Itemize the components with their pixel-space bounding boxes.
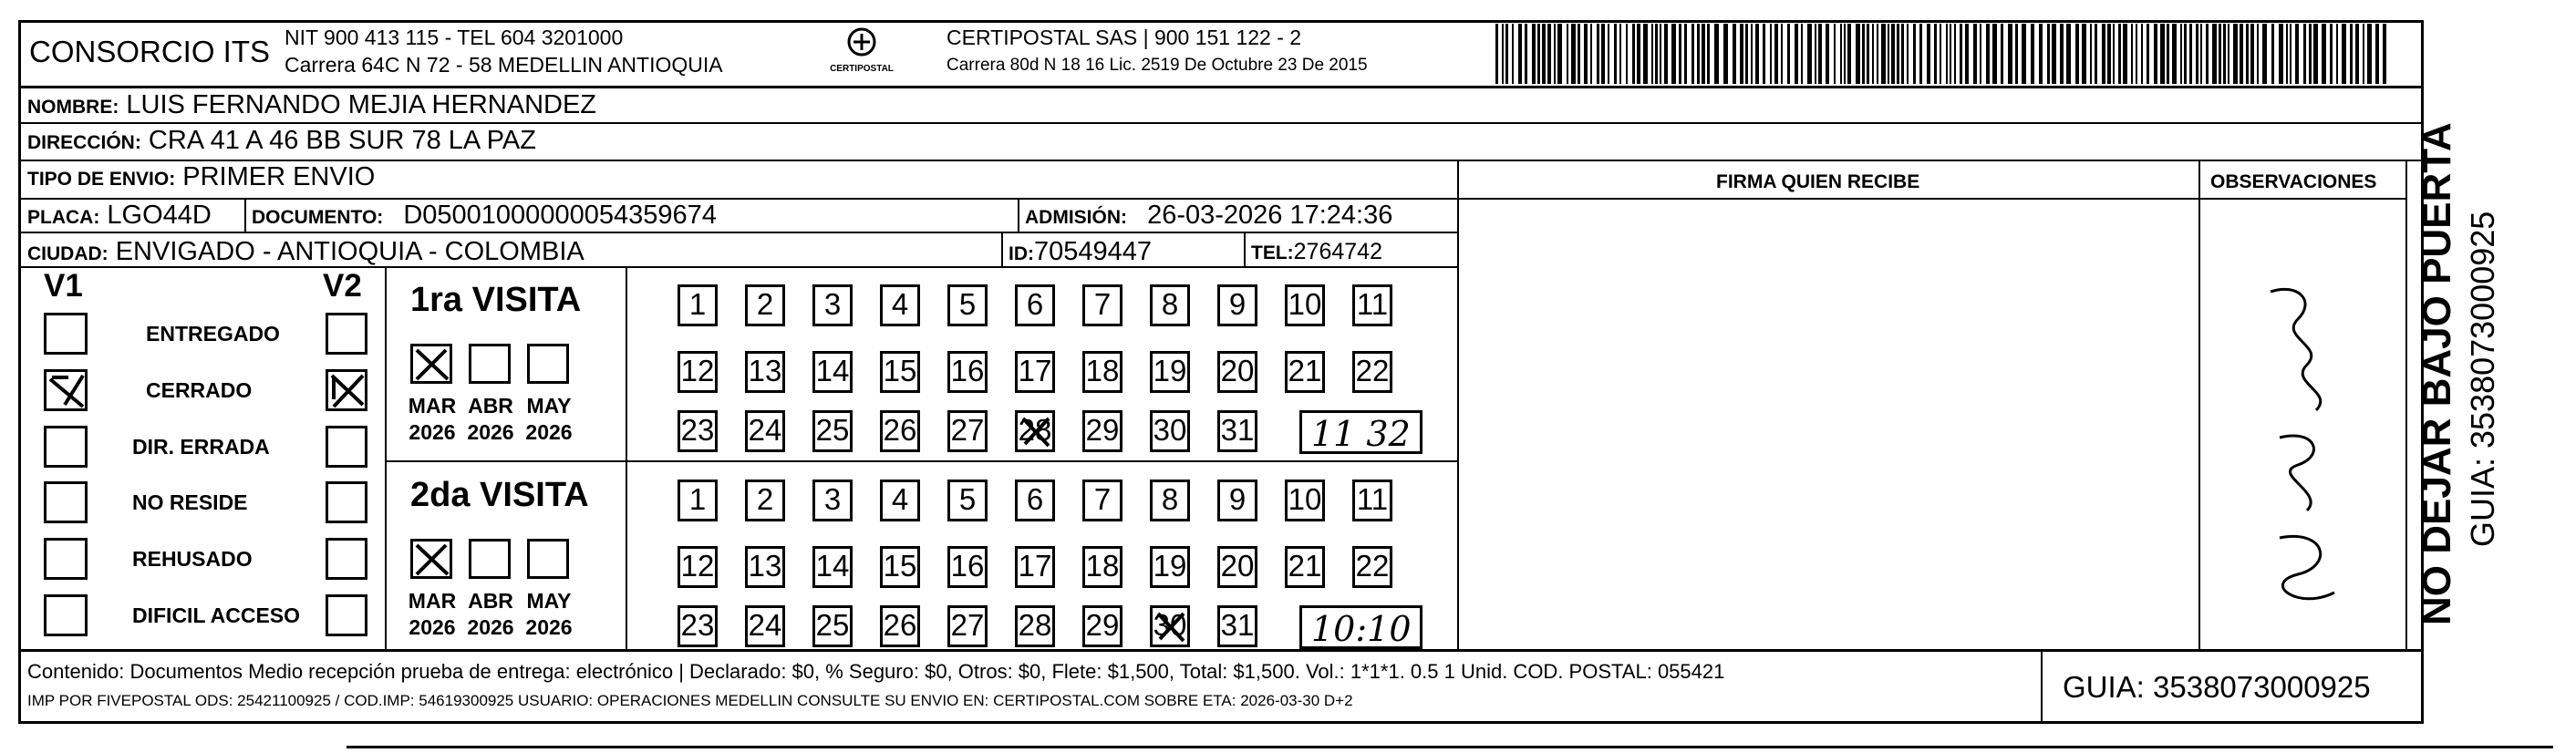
day-box[interactable] xyxy=(880,605,920,647)
day-number: 13 xyxy=(748,354,782,387)
v1-checkbox[interactable] xyxy=(44,369,88,411)
day-number: 20 xyxy=(1220,549,1255,583)
check-mark-icon xyxy=(413,542,451,578)
day-number: 22 xyxy=(1355,354,1390,387)
visit-month-checkbox[interactable] xyxy=(469,344,511,384)
day-number: 17 xyxy=(1018,354,1052,387)
day-box[interactable] xyxy=(1082,351,1122,393)
direccion-value: CRA 41 A 46 BB SUR 78 LA PAZ xyxy=(148,126,536,155)
day-box[interactable] xyxy=(678,410,718,452)
day-box[interactable] xyxy=(1150,351,1190,393)
nombre-value: LUIS FERNANDO MEJIA HERNANDEZ xyxy=(126,90,597,119)
day-box[interactable] xyxy=(1015,284,1055,326)
id-label: ID: xyxy=(1009,243,1034,264)
day-box[interactable] xyxy=(947,605,988,647)
day-box[interactable] xyxy=(1217,351,1257,393)
carrier-address: Carrera 80d N 18 16 Lic. 2519 De Octubre 23 De 2015 xyxy=(947,56,1368,75)
visit-month-checkbox[interactable] xyxy=(527,539,569,579)
firma-header: FIRMA QUIEN RECIBE xyxy=(1716,171,1920,192)
visit-time-value: 10:10 xyxy=(1311,609,1412,649)
day-box[interactable] xyxy=(678,605,718,647)
day-box[interactable] xyxy=(1082,284,1122,326)
id-value: 70549447 xyxy=(1034,237,1153,266)
visit-year-label: 2026 xyxy=(467,615,514,639)
placa-label: PLACA: xyxy=(27,207,100,228)
day-box[interactable] xyxy=(1285,546,1325,588)
day-number: 31 xyxy=(1220,608,1255,642)
day-box[interactable] xyxy=(880,284,920,326)
day-number: 4 xyxy=(891,287,909,321)
signature-mark xyxy=(2243,273,2371,620)
day-number: 28 xyxy=(1018,608,1052,642)
day-number: 2 xyxy=(756,482,774,516)
day-number: 3 xyxy=(823,287,842,321)
day-number: 19 xyxy=(1153,549,1187,583)
day-number: 16 xyxy=(950,549,985,583)
day-number: 23 xyxy=(680,608,715,642)
day-number: 26 xyxy=(883,413,917,447)
day-box[interactable] xyxy=(745,546,785,588)
placa-value: LGO44D xyxy=(107,201,212,230)
status-option-label: ENTREGADO xyxy=(146,322,280,346)
day-number: 7 xyxy=(1093,482,1112,516)
day-box[interactable] xyxy=(1150,605,1190,647)
admision-value: 26-03-2026 17:24:36 xyxy=(1147,201,1393,230)
day-number: 21 xyxy=(1288,354,1322,387)
day-box[interactable] xyxy=(745,284,785,326)
day-box[interactable] xyxy=(812,605,853,647)
company-nit: NIT 900 413 115 - TEL 604 3201000 xyxy=(284,26,624,49)
visit-title: 2da VISITA xyxy=(410,476,589,514)
day-number: 6 xyxy=(1026,287,1044,321)
day-number: 8 xyxy=(1161,482,1179,516)
tel-label: TEL: xyxy=(1251,242,1294,263)
day-box[interactable] xyxy=(1082,410,1122,452)
day-number: 24 xyxy=(748,608,782,642)
status-option-label: CERRADO xyxy=(146,378,253,402)
visit-month-checkbox[interactable] xyxy=(410,539,452,579)
visit-month-checkbox[interactable] xyxy=(527,344,569,384)
direccion-label: DIRECCIÓN: xyxy=(27,132,141,153)
side-column-border xyxy=(2405,160,2407,649)
day-box[interactable] xyxy=(745,480,785,521)
day-box[interactable] xyxy=(1352,480,1392,521)
signature-left-border xyxy=(1457,160,1459,649)
day-number: 2 xyxy=(756,287,774,321)
v2-checkbox[interactable] xyxy=(326,369,367,411)
observaciones-left-border xyxy=(2198,160,2200,649)
company-name: CONSORCIO ITS xyxy=(29,35,271,68)
v1-header: V1 xyxy=(44,268,83,304)
day-box[interactable] xyxy=(1352,284,1392,326)
v1-checkbox[interactable] xyxy=(44,594,88,636)
documento-label: DOCUMENTO: xyxy=(252,207,384,228)
day-number: 6 xyxy=(1026,482,1044,516)
day-box[interactable] xyxy=(947,410,988,452)
day-box[interactable] xyxy=(947,480,988,521)
check-mark-icon xyxy=(328,372,367,410)
tel-value: 2764742 xyxy=(1293,239,1382,264)
documento-value: D05001000000054359674 xyxy=(403,201,717,230)
side-warning: NO DEJAR BAJO PUERTA xyxy=(2415,122,2459,625)
day-number: 23 xyxy=(680,413,715,447)
check-mark-icon xyxy=(47,372,87,410)
day-number: 15 xyxy=(883,354,917,387)
visit-month-label: MAY xyxy=(526,394,572,418)
day-number: 5 xyxy=(958,482,977,516)
v2-checkbox[interactable] xyxy=(326,313,367,355)
day-number: 31 xyxy=(1220,413,1255,447)
day-number: 14 xyxy=(815,354,850,387)
observaciones-header: OBSERVACIONES xyxy=(2210,171,2377,192)
day-number: 18 xyxy=(1085,354,1120,387)
day-number: 10 xyxy=(1288,287,1322,321)
status-option-label: REHUSADO xyxy=(132,547,253,571)
day-box[interactable] xyxy=(880,410,920,452)
visit-title: 1ra VISITA xyxy=(410,281,582,319)
footer-contents: Contenido: Documentos Medio recepción prueba de entrega: electrónico | Declarado: $0, % Seguro: $0, Otros: $0, Flete: $1,500, Total: $1,500. Vol.: 1*1*1. 0.5 1 Unid. COD. POSTAL: 055421 xyxy=(27,660,1725,683)
day-number: 11 xyxy=(1356,287,1389,321)
day-number: 21 xyxy=(1288,549,1322,583)
v2-checkbox[interactable] xyxy=(326,481,367,523)
day-number: 25 xyxy=(815,413,850,447)
day-box[interactable] xyxy=(1015,410,1055,452)
day-number: 29 xyxy=(1085,413,1120,447)
day-number: 1 xyxy=(688,482,707,516)
day-number: 20 xyxy=(1220,354,1255,387)
day-number: 14 xyxy=(815,549,850,583)
header-divider xyxy=(18,86,2424,88)
visit-time-box[interactable] xyxy=(1299,410,1422,454)
day-number: 17 xyxy=(1018,549,1052,583)
nombre-label: NOMBRE: xyxy=(27,97,119,118)
barcode xyxy=(1495,24,2389,84)
day-number: 12 xyxy=(680,354,715,387)
logo-caption: CERTIPOSTAL xyxy=(830,64,894,74)
day-number: 18 xyxy=(1085,549,1120,583)
day-number: 10 xyxy=(1288,482,1322,516)
day-box[interactable] xyxy=(1217,605,1257,647)
day-box[interactable] xyxy=(1015,605,1055,647)
day-number: 27 xyxy=(950,608,985,642)
day-box[interactable] xyxy=(947,284,988,326)
day-box[interactable] xyxy=(1285,284,1325,326)
day-number: 29 xyxy=(1085,608,1120,642)
visit-month-checkbox[interactable] xyxy=(410,344,452,384)
day-box[interactable] xyxy=(812,410,853,452)
day-number: 5 xyxy=(958,287,977,321)
v1-checkbox[interactable] xyxy=(44,313,88,355)
day-box[interactable] xyxy=(1217,546,1257,588)
day-number: 22 xyxy=(1355,549,1390,583)
day-box[interactable] xyxy=(745,351,785,393)
day-box[interactable] xyxy=(1082,480,1122,521)
day-number: 24 xyxy=(748,413,782,447)
day-box[interactable] xyxy=(880,480,920,521)
visit-month-label: MAR xyxy=(408,589,457,613)
day-number: 12 xyxy=(680,549,715,583)
day-box[interactable] xyxy=(880,546,920,588)
day-box[interactable] xyxy=(1150,546,1190,588)
day-box[interactable] xyxy=(678,351,718,393)
day-box[interactable] xyxy=(745,605,785,647)
day-box[interactable] xyxy=(1015,351,1055,393)
cut-line xyxy=(347,746,2553,748)
company-address: Carrera 64C N 72 - 58 MEDELLIN ANTIOQUIA xyxy=(284,53,723,77)
day-number: 13 xyxy=(748,549,782,583)
day-box[interactable] xyxy=(1352,546,1392,588)
ciudad-value: ENVIGADO - ANTIOQUIA - COLOMBIA xyxy=(115,237,585,266)
certipostal-logo-icon xyxy=(825,26,898,77)
visit-year-label: 2026 xyxy=(409,420,456,444)
day-number: 26 xyxy=(883,608,917,642)
status-option-label: NO RESIDE xyxy=(132,490,248,514)
day-box[interactable] xyxy=(1352,351,1392,393)
status-option-label: DIR. ERRADA xyxy=(132,435,270,459)
tipo-envio-value: PRIMER ENVIO xyxy=(182,162,376,191)
day-box[interactable] xyxy=(812,284,853,326)
day-number: 30 xyxy=(1153,608,1187,642)
day-box[interactable] xyxy=(1082,546,1122,588)
day-number: 15 xyxy=(883,549,917,583)
day-box[interactable] xyxy=(812,351,853,393)
visit-year-label: 2026 xyxy=(525,420,573,444)
day-box[interactable] xyxy=(1217,480,1257,521)
day-box[interactable] xyxy=(1150,480,1190,521)
day-box[interactable] xyxy=(947,351,988,393)
day-number: 9 xyxy=(1228,287,1247,321)
visit-year-label: 2026 xyxy=(467,420,514,444)
day-box[interactable] xyxy=(1015,480,1055,521)
side-guia: GUIA: 3538073000925 xyxy=(2464,211,2501,547)
day-number: 7 xyxy=(1093,287,1112,321)
visit-month-checkbox[interactable] xyxy=(469,539,511,579)
v1-checkbox[interactable] xyxy=(44,481,88,523)
day-box[interactable] xyxy=(678,546,718,588)
day-box[interactable] xyxy=(947,546,988,588)
day-number: 28 xyxy=(1018,413,1052,447)
check-mark-icon xyxy=(413,346,451,383)
day-number: 27 xyxy=(950,413,985,447)
day-number: 30 xyxy=(1153,413,1187,447)
day-box[interactable] xyxy=(1150,410,1190,452)
day-number: 19 xyxy=(1153,354,1187,387)
day-box[interactable] xyxy=(1015,546,1055,588)
visit-month-label: ABR xyxy=(468,394,513,418)
day-number: 3 xyxy=(823,482,842,516)
day-box[interactable] xyxy=(745,410,785,452)
day-box[interactable] xyxy=(678,284,718,326)
day-number: 25 xyxy=(815,608,850,642)
day-box[interactable] xyxy=(1217,410,1257,452)
footer-guia: GUIA: 3538073000925 xyxy=(2063,670,2371,704)
day-box[interactable] xyxy=(1285,480,1325,521)
v2-checkbox[interactable] xyxy=(326,538,367,580)
carrier-name: CERTIPOSTAL SAS | 900 151 122 - 2 xyxy=(947,26,1302,49)
visit-time-value: 11 32 xyxy=(1311,414,1411,454)
v1-checkbox[interactable] xyxy=(44,426,88,468)
day-number: 9 xyxy=(1228,482,1247,516)
day-box[interactable] xyxy=(678,480,718,521)
v2-header: V2 xyxy=(323,268,362,304)
visit-month-label: ABR xyxy=(468,589,513,613)
day-box[interactable] xyxy=(880,351,920,393)
v1-checkbox[interactable] xyxy=(44,538,88,580)
visit-year-label: 2026 xyxy=(525,615,573,639)
day-number: 4 xyxy=(891,482,909,516)
day-number: 8 xyxy=(1161,287,1179,321)
day-box[interactable] xyxy=(812,480,853,521)
day-number: 11 xyxy=(1356,482,1389,516)
day-box[interactable] xyxy=(1217,284,1257,326)
day-number: 16 xyxy=(950,354,985,387)
ciudad-label: CIUDAD: xyxy=(27,243,109,264)
day-box[interactable] xyxy=(812,546,853,588)
visit-time-box[interactable] xyxy=(1299,605,1422,649)
visit-month-label: MAY xyxy=(526,589,572,613)
v2-checkbox[interactable] xyxy=(326,594,367,636)
visit-year-label: 2026 xyxy=(409,615,456,639)
day-number: 1 xyxy=(688,287,707,321)
day-box[interactable] xyxy=(1150,284,1190,326)
day-box[interactable] xyxy=(1082,605,1122,647)
day-box[interactable] xyxy=(1285,351,1325,393)
footer-print-info: IMP POR FIVEPOSTAL ODS: 25421100925 / COD.IMP: 54619300925 USUARIO: OPERACIONES MEDELLIN CONSULTE SU ENVIO EN: CERTIPOSTAL.COM SOBRE ETA: 2026-03-30 D+2 xyxy=(27,692,1353,709)
tipo-envio-label: TIPO DE ENVIO: xyxy=(27,169,176,190)
status-option-label: DIFICIL ACCESO xyxy=(132,603,301,627)
visit-month-label: MAR xyxy=(408,394,457,418)
v2-checkbox[interactable] xyxy=(326,426,367,468)
admision-label: ADMISIÓN: xyxy=(1025,207,1127,228)
